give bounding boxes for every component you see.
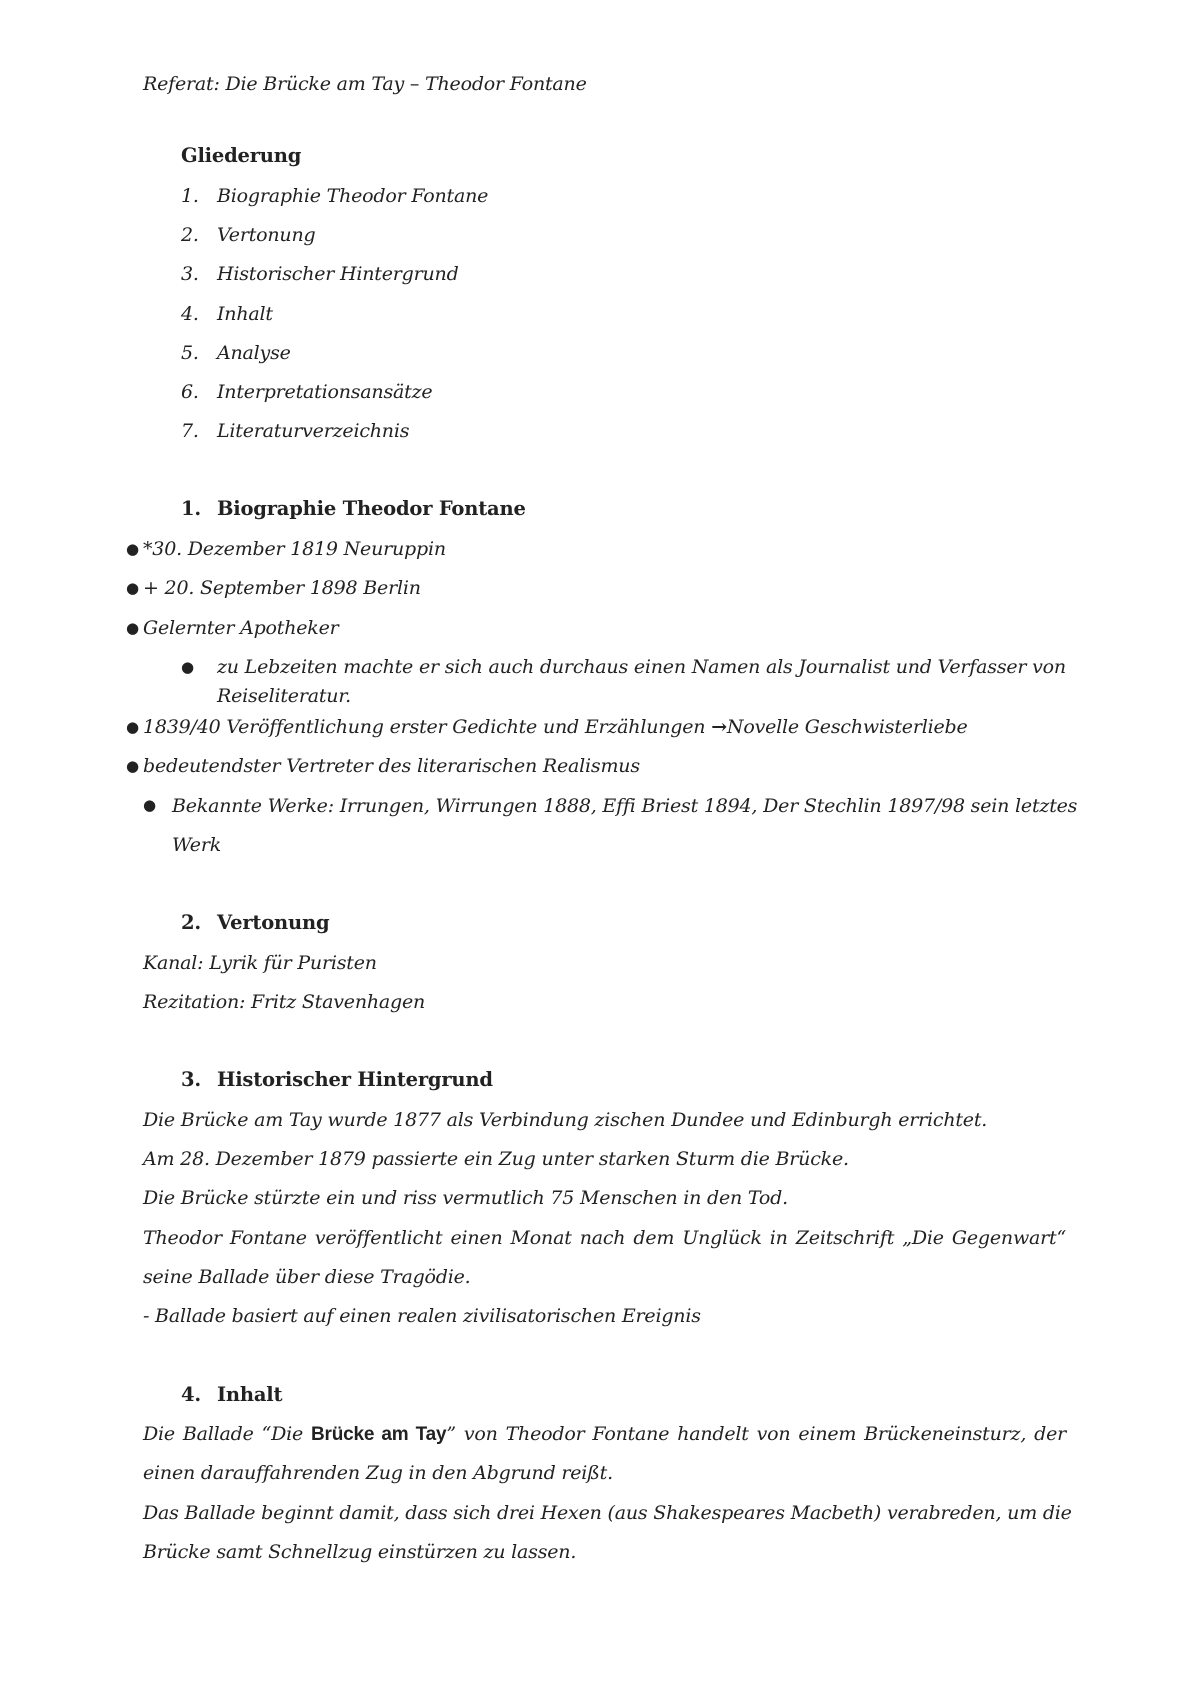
section-number: 2. bbox=[181, 911, 201, 934]
section-number: 1. bbox=[181, 497, 201, 520]
outline-item-text: Interpretationsansätze bbox=[217, 381, 433, 403]
text-span: ” von Theodor Fontane handelt von einem Brückeneinsturz, der bbox=[446, 1423, 1067, 1445]
section-number: 3. bbox=[181, 1068, 201, 1091]
section-title: Biographie Theodor Fontane bbox=[217, 497, 526, 520]
text-line: Die Brücke am Tay wurde 1877 als Verbindung zischen Dundee und Edinburgh errichtet. bbox=[143, 1109, 988, 1131]
bullet-text: 1839/40 Veröffentlichung erster Gedichte und Erzählungen bbox=[143, 716, 712, 738]
text-line: Theodor Fontane veröffentlicht einen Monat nach dem Unglück in Zeitschrift „Die Gegenwart“ bbox=[143, 1227, 1066, 1249]
list-item: Gelernter Apotheker bbox=[143, 617, 339, 639]
list-item: Bekannte Werke: Irrungen, Wirrungen 1888, Effi Briest 1894, Der Stechlin 1897/98 sein letztes bbox=[172, 795, 1078, 817]
outline-item-text: Historischer Hintergrund bbox=[217, 263, 459, 285]
section-number: 4. bbox=[181, 1383, 201, 1406]
document-header: Referat: Die Brücke am Tay – Theodor Fontane bbox=[143, 73, 587, 95]
text-line: seine Ballade über diese Tragödie. bbox=[143, 1266, 471, 1288]
outline-item-text: Vertonung bbox=[217, 224, 316, 246]
list-item-continuation: Reiseliteratur. bbox=[217, 685, 351, 707]
outline-item-num: 5. bbox=[181, 342, 199, 364]
paragraph-line bbox=[143, 1422, 1066, 1447]
outline-item-text: Inhalt bbox=[217, 303, 273, 325]
text-line: Am 28. Dezember 1879 passierte ein Zug unter starken Sturm die Brücke. bbox=[143, 1148, 849, 1170]
paragraph-line: Brücke samt Schnellzug einstürzen zu lassen. bbox=[143, 1541, 577, 1563]
paragraph-line: einen darauffahrenden Zug in den Abgrund reißt. bbox=[143, 1462, 613, 1484]
outline-item-num: 7. bbox=[181, 420, 199, 442]
list-item bbox=[143, 715, 968, 739]
list-item: + 20. September 1898 Berlin bbox=[143, 577, 421, 599]
outline-item-text: Biographie Theodor Fontane bbox=[217, 185, 489, 207]
bullet-icon: ● bbox=[126, 579, 140, 597]
outline-item-num: 6. bbox=[181, 381, 199, 403]
outline-item-text: Literaturverzeichnis bbox=[217, 420, 410, 442]
list-item: bedeutendster Vertreter des literarischen Realismus bbox=[143, 755, 640, 777]
arrow-right-icon: → bbox=[711, 716, 727, 738]
text-line: Die Brücke stürzte ein und riss vermutlich 75 Menschen in den Tod. bbox=[143, 1187, 788, 1209]
bullet-icon: ● bbox=[143, 796, 157, 814]
bullet-icon: ● bbox=[126, 718, 140, 736]
bullet-icon: ● bbox=[181, 658, 195, 676]
bullet-icon: ● bbox=[126, 757, 140, 775]
paragraph-line: Das Ballade beginnt damit, dass sich drei Hexen (aus Shakespeares Macbeth) verabreden, um die bbox=[143, 1502, 1072, 1524]
outline-item-num: 1. bbox=[181, 185, 199, 207]
outline-title: Gliederung bbox=[181, 144, 302, 167]
text-line: - Ballade basiert auf einen realen zivilisatorischen Ereignis bbox=[143, 1305, 701, 1327]
section-title: Vertonung bbox=[217, 911, 330, 934]
poem-title-bold: Brücke am Tay bbox=[311, 1424, 447, 1445]
list-item-continuation: Werk bbox=[172, 834, 222, 856]
list-item: zu Lebzeiten machte er sich auch durchaus einen Namen als Journalist und Verfasser von bbox=[217, 656, 1066, 678]
section-title: Inhalt bbox=[217, 1383, 283, 1406]
outline-item-num: 2. bbox=[181, 224, 199, 246]
outline-item-num: 4. bbox=[181, 303, 199, 325]
bullet-icon: ● bbox=[126, 540, 140, 558]
bullet-text: Novelle Geschwisterliebe bbox=[726, 716, 968, 738]
text-line: Kanal: Lyrik für Puristen bbox=[143, 952, 377, 974]
text-line: Rezitation: Fritz Stavenhagen bbox=[143, 991, 426, 1013]
text-span: Die Ballade “Die bbox=[143, 1423, 312, 1445]
list-item: *30. Dezember 1819 Neuruppin bbox=[143, 538, 446, 560]
outline-item-num: 3. bbox=[181, 263, 199, 285]
bullet-icon: ● bbox=[126, 619, 140, 637]
section-title: Historischer Hintergrund bbox=[217, 1068, 493, 1091]
outline-item-text: Analyse bbox=[217, 342, 291, 364]
